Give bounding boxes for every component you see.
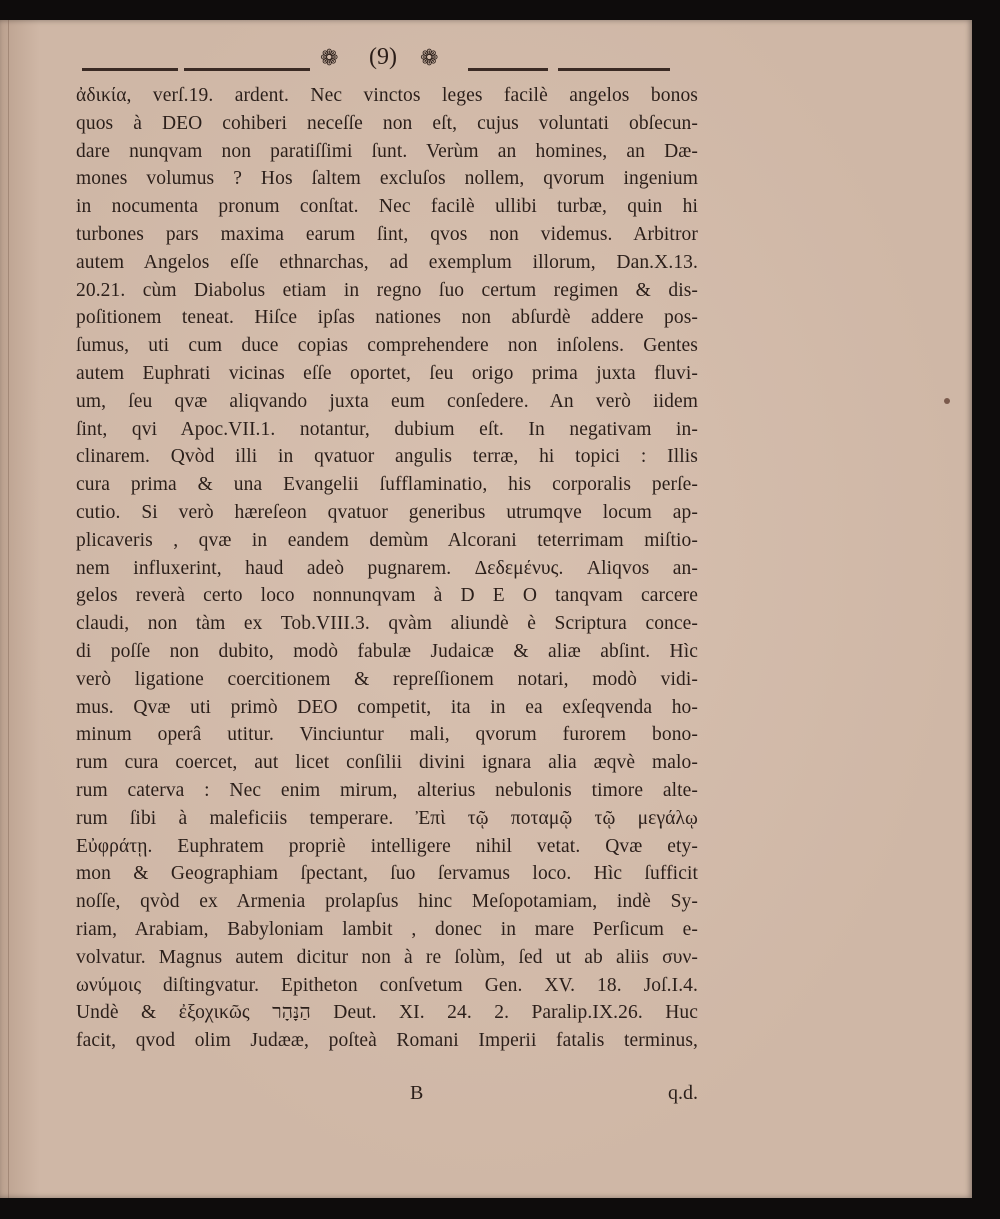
text-line: mones volumus ? Hos ſaltem excluſos nollem, qvorum ingenium	[76, 168, 698, 190]
header-rule	[468, 68, 548, 71]
text-line: rum caterva : Nec enim mirum, alterius nebulonis timore alte-	[76, 779, 698, 801]
text-line: gelos reverà certo loco nonnunqvam à D E O tanqvam carcere	[76, 585, 698, 607]
text-line: clinarem. Qvòd illi in qvatuor angulis terræ, hi topici : Illis	[76, 446, 698, 468]
text-line: ſint, qvi Apoc.VII.1. notantur, dubium eſt. In negativam in-	[76, 418, 698, 440]
text-line: ἀδικία, verſ.19. ardent. Nec vinctos leges facilè angelos bonos	[76, 85, 698, 106]
text-line: mon & Geographiam ſpectant, ſuo ſervamus loco. Hìc ſufficit	[76, 863, 698, 885]
text-line: Εὐφράτῃ. Euphratem propriè intelligere nihil vetat. Qvæ ety-	[76, 835, 698, 857]
text-line: verò ligatione coercitionem & repreſſionem notari, modò vidi-	[76, 668, 698, 690]
text-line: ſumus, uti cum duce copias comprehendere non inſolens. Gentes	[76, 335, 698, 357]
catchword: q.d.	[668, 1082, 698, 1104]
text-line: claudi, non tàm ex Tob.VIII.3. qvàm aliundè è Scriptura conce-	[76, 613, 698, 635]
text-line: facit, qvod olim Judææ, poſteà Romani Imperii fatalis terminus,	[76, 1030, 698, 1052]
text-line: cutio. Si verò hæreſeon qvatuor generibus utrumqve locum ap-	[76, 501, 698, 523]
text-line: Undè & ἐξοχικῶς הַנָּהָר Deut. XI. 24. 2. Paralip.IX.26. Huc	[76, 1002, 698, 1024]
running-header	[70, 34, 682, 78]
text-line: rum cura coercet, aut licet conſilii divini ignara alia æqvè malo-	[76, 752, 698, 774]
text-line: mus. Qvæ uti primò DEO competit, ita in ea exſeqvenda ho-	[76, 696, 698, 718]
text-line: in nocumenta pronum conſtat. Nec facilè ullibi turbæ, quin hi	[76, 196, 698, 218]
ornament-right-icon: ❁	[420, 46, 439, 71]
header-rule	[82, 68, 178, 71]
text-line: quos à DEO cohiberi neceſſe non eſt, cujus voluntati obſecun-	[76, 112, 698, 134]
text-line: 20.21. cùm Diabolus etiam in regno ſuo certum regimen & dis-	[76, 279, 698, 301]
text-line: riam, Arabiam, Babyloniam lambit , donec in mare Perſicum e-	[76, 918, 698, 940]
page-footer	[76, 1082, 698, 1108]
text-line: rum ſibi à maleficiis temperare. Ἐπὶ τῷ ποταμῷ τῷ μεγάλῳ	[76, 807, 698, 829]
text-line: cura prima & una Evangelii ſufflaminatio, his corporalis perſe-	[76, 474, 698, 496]
ornament-left-icon: ❁	[320, 46, 339, 71]
text-line: turbones pars maxima earum ſint, qvos non videmus. Arbitror	[76, 223, 698, 245]
text-line: autem Angelos eſſe ethnarchas, ad exemplum illorum, Dan.X.13.	[76, 251, 698, 273]
text-line: ωνύμοις diſtingvatur. Epitheton conſvetum Gen. XV. 18. Joſ.I.4.	[76, 974, 698, 996]
page-number: (9)	[369, 44, 397, 70]
text-line: minum operâ utitur. Vinciuntur mali, qvorum furorem bono-	[76, 724, 698, 746]
text-line: di poſſe non dubito, modò fabulæ Judaicæ & aliæ abſint. Hìc	[76, 640, 698, 662]
body-text	[76, 82, 698, 1055]
header-rule	[558, 68, 670, 71]
signature-mark: B	[410, 1082, 424, 1104]
header-rule	[184, 68, 310, 71]
text-line: plicaveris , qvæ in eandem demùm Alcorani teterrimam miſtio-	[76, 529, 698, 551]
text-line: autem Euphrati vicinas eſſe oportet, ſeu origo prima juxta fluvi-	[76, 362, 698, 384]
book-page	[0, 20, 972, 1198]
text-line: volvatur. Magnus autem dicitur non à re ſolùm, ſed ut ab aliis συν-	[76, 946, 698, 968]
text-line: dare nunqvam non paratiſſimi ſunt. Verùm an homines, an Dæ-	[76, 140, 698, 162]
paper-blemish	[944, 398, 950, 404]
text-line: um, ſeu qvæ aliqvando juxta eum conſedere. An verò iidem	[76, 390, 698, 412]
text-line: poſitionem teneat. Hiſce ipſas nationes non abſurdè addere pos-	[76, 307, 698, 329]
gutter-line	[8, 20, 9, 1198]
text-line: noſſe, qvòd ex Armenia prolapſus hinc Meſopotamiam, indè Sy-	[76, 891, 698, 913]
text-line: nem influxerint, haud adeò pugnarem. Δεδεμένυς. Aliqvos an-	[76, 557, 698, 579]
